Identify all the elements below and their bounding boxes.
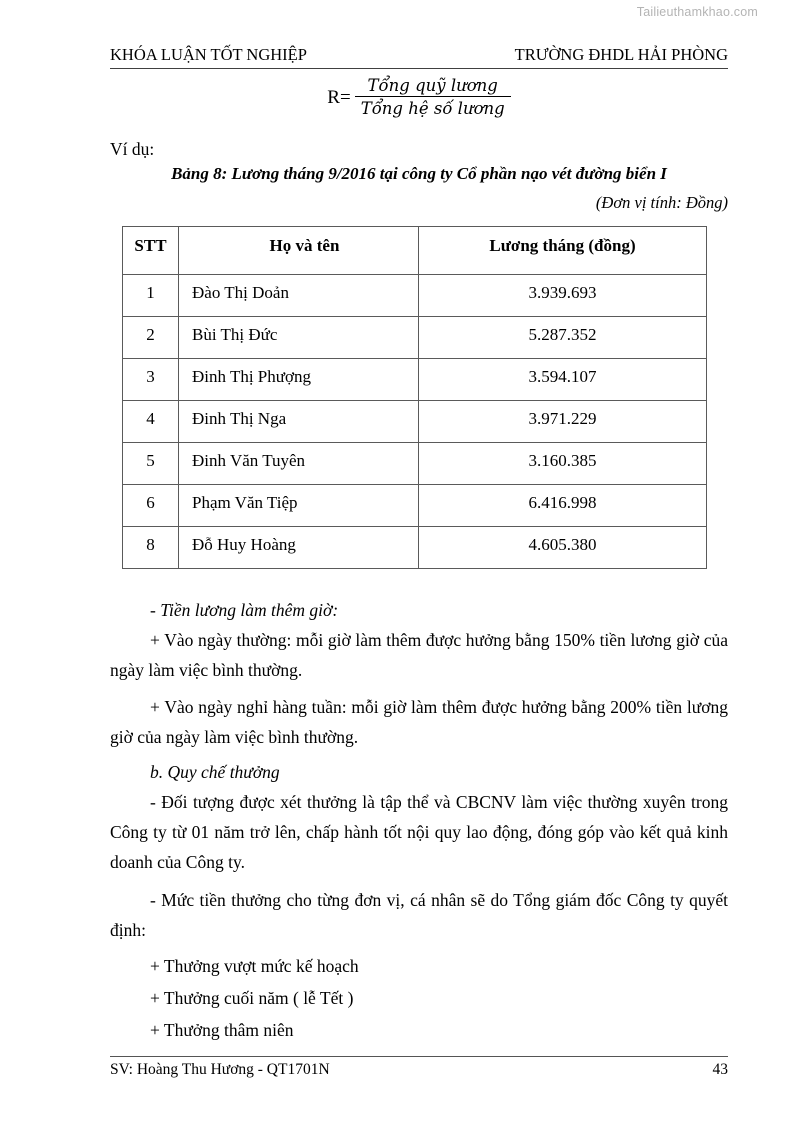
column-header-amount: Lương tháng (đồng) [419,227,707,275]
salary-table-wrapper [122,226,706,569]
ratio-formula [327,76,510,118]
paragraph-bonus-level: - Mức tiền thưởng cho từng đơn vị, cá nhân sẽ do Tổng giám đốc Công ty quyết định: [110,890,728,941]
cell-stt: 1 [123,275,179,317]
cell-name: Đinh Thị Nga [179,401,419,443]
table-row [123,275,707,317]
paragraph-bonus-subject: - Đối tượng được xét thưởng là tập thể và CBCNV làm việc thường xuyên trong Công ty từ 01 năm trở lên, chấp hành tốt nội quy lao động, đóng góp vào kết quả kinh doanh của Công ty. [110,792,728,873]
page-footer [110,1056,728,1079]
table-unit-note: (Đơn vị tính: Đồng) [595,193,728,212]
cell-stt: 2 [123,317,179,359]
formula-denominator: Tổng hệ số lương [355,96,511,118]
paragraph-overtime-heading: - Tiền lương làm thêm giờ: [150,600,339,620]
table-row [123,485,707,527]
salary-table-head [123,227,707,275]
cell-stt: 3 [123,359,179,401]
formula-numerator: Tổng quỹ lương [367,76,498,95]
paragraph-bonus-heading: b. Quy chế thưởng [150,762,280,782]
formula-fraction [355,76,511,118]
cell-name: Đinh Văn Tuyên [179,443,419,485]
cell-name: Đinh Thị Phượng [179,359,419,401]
cell-amount: 3.594.107 [419,359,707,401]
footer-student-info: SV: Hoàng Thu Hương - QT1701N [110,1061,330,1078]
cell-amount: 3.939.693 [419,275,707,317]
paragraph-overtime-weekend: + Vào ngày nghỉ hàng tuần: mỗi giờ làm thêm được hưởng bằng 200% tiền lương giờ của ngày làm việc bình thường. [110,697,728,748]
table-caption: Bảng 8: Lương tháng 9/2016 tại công ty Cổ phần nạo vét đường biển I [171,164,667,183]
table-row [123,317,707,359]
cell-amount: 6.416.998 [419,485,707,527]
table-header-row [123,227,707,275]
table-row [123,359,707,401]
watermark-text: Tailieuthamkhao.com [636,5,758,19]
column-header-stt: STT [123,227,179,275]
table-row [123,401,707,443]
salary-table-body [123,275,707,569]
cell-amount: 4.605.380 [419,527,707,569]
formula-lhs: R= [327,87,351,108]
table-row [123,443,707,485]
cell-stt: 8 [123,527,179,569]
salary-table [122,226,707,569]
column-header-name: Họ và tên [179,227,419,275]
formula-block [110,76,728,118]
cell-amount: 5.287.352 [419,317,707,359]
cell-stt: 4 [123,401,179,443]
example-label: Ví dụ: [110,139,155,159]
cell-name: Đào Thị Doản [179,275,419,317]
cell-amount: 3.971.229 [419,401,707,443]
cell-name: Bùi Thị Đức [179,317,419,359]
cell-name: Phạm Văn Tiệp [179,485,419,527]
running-header-left: KHÓA LUẬN TỐT NGHIỆP [110,45,307,64]
bonus-item-seniority: + Thưởng thâm niên [150,1020,294,1040]
bonus-item-yearend: + Thưởng cuối năm ( lễ Tết ) [150,988,354,1008]
running-header [110,45,728,69]
cell-stt: 5 [123,443,179,485]
paragraph-overtime-weekday: + Vào ngày thường: mỗi giờ làm thêm được hưởng bằng 150% tiền lương giờ của ngày làm việc bình thường. [110,630,728,681]
cell-stt: 6 [123,485,179,527]
cell-name: Đỗ Huy Hoàng [179,527,419,569]
table-row [123,527,707,569]
running-header-right: TRƯỜNG ĐHDL HẢI PHÒNG [514,45,728,64]
bonus-item-plan: + Thưởng vượt mức kế hoạch [150,956,359,976]
cell-amount: 3.160.385 [419,443,707,485]
footer-page-number: 43 [712,1061,728,1078]
